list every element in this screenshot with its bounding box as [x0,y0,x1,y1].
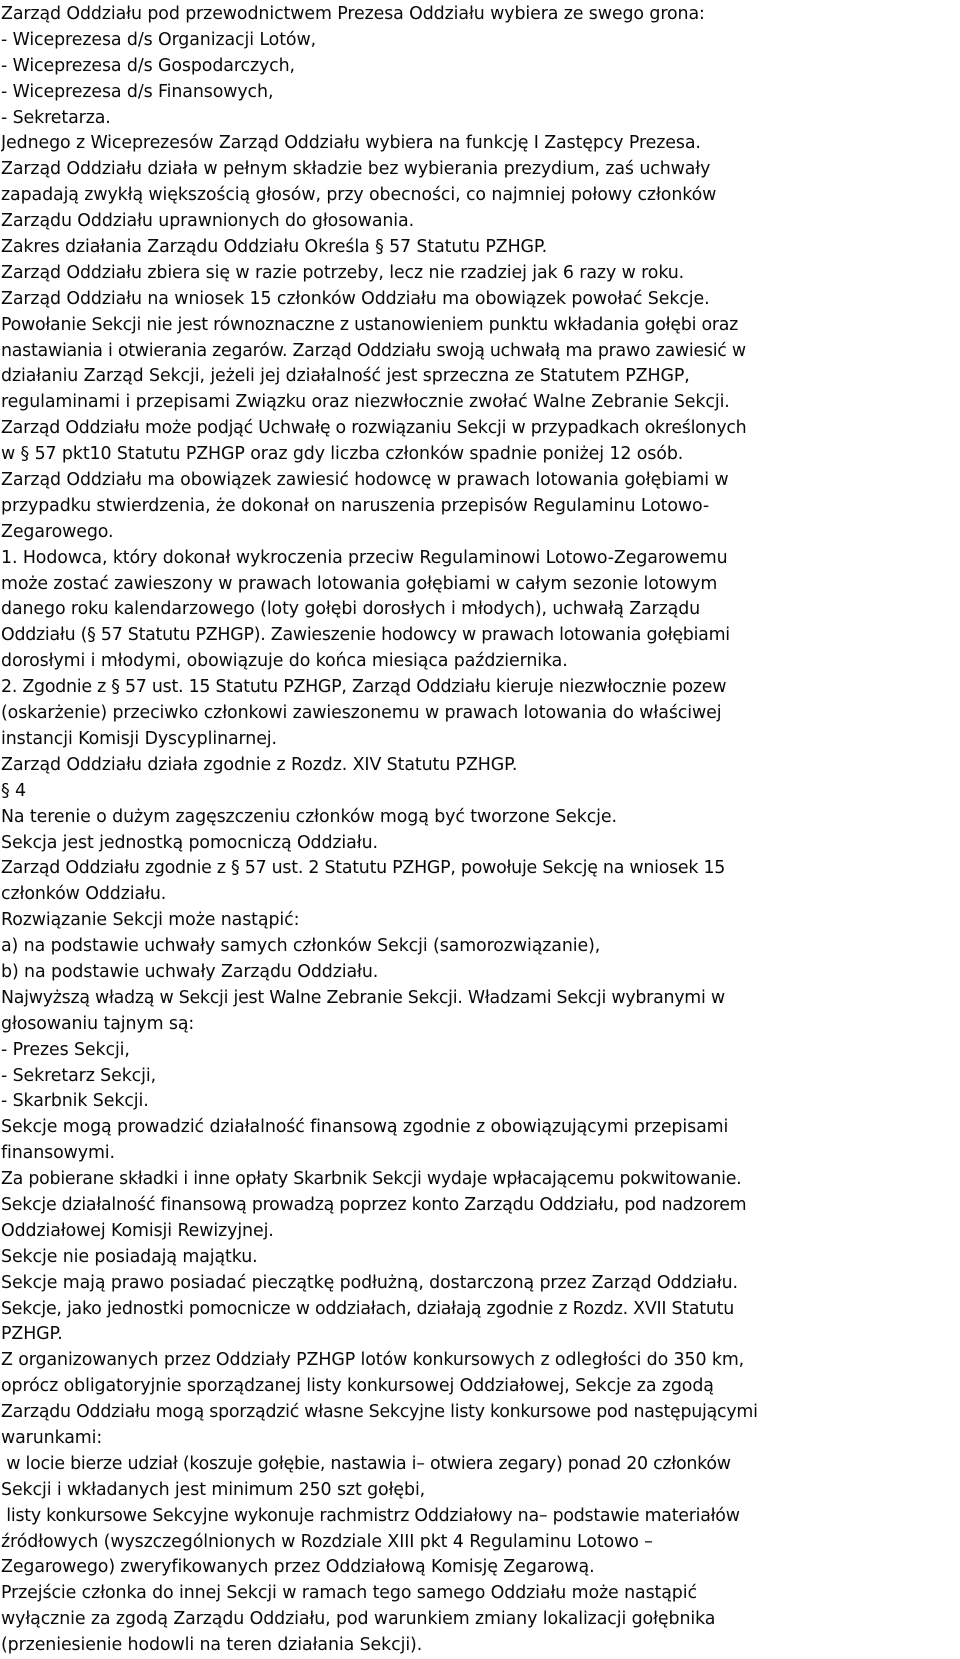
text-line: - Sekretarza. [1,107,111,128]
text-line: Najwyższą władzą w Sekcji jest Walne Zebranie Sekcji. Władzami Sekcji wybranymi w [1,987,725,1008]
text-line: - Wiceprezesa d/s Finansowych, [1,81,274,102]
text-line: nastawiania i otwierania zegarów. Zarząd Oddziału swoją uchwałą ma prawo zawiesić w [1,340,746,361]
text-line: warunkami: [1,1427,103,1448]
text-line: Jednego z Wiceprezesów Zarząd Oddziału wybiera na funkcję I Zastępcy Prezesa. [1,133,701,154]
text-line: Rozwiązanie Sekcji może nastąpić: [1,910,300,931]
text-line: - Sekretarz Sekcji, [1,1065,157,1086]
text-line: Przejście członka do innej Sekcji w ramach tego samego Oddziału może nastąpić [1,1583,697,1604]
text-line: głosowaniu tajnym są: [1,1013,195,1034]
text-line: Zarząd Oddziału zbiera się w razie potrzeby, lecz nie rzadziej jak 6 razy w roku. [1,262,685,283]
text-line: (przeniesienie hodowli na teren działania Sekcji). [1,1635,423,1656]
text-line: Sekcje mogą prowadzić działalność finansową zgodnie z obowiązującymi przepisami [1,1117,729,1138]
text-line: Zarząd Oddziału zgodnie z § 57 ust. 2 Statutu PZHGP, powołuje Sekcję na wniosek 15 [1,858,726,879]
text-line: a) na podstawie uchwały samych członków Sekcji (samorozwiązanie), [1,936,601,957]
text-line: Oddziału (§ 57 Statutu PZHGP). Zawieszenie hodowcy w prawach lotowania gołębiami [1,625,730,646]
text-line: Sekcje nie posiadają majątku. [1,1246,258,1267]
text-line: regulaminami i przepisami Związku oraz niezwłocznie zwołać Walne Zebranie Sekcji. [1,392,730,413]
text-line: PZHGP. [1,1324,63,1345]
text-line: danego roku kalendarzowego (loty gołębi dorosłych i młodych), uchwałą Zarządu [1,599,701,620]
text-line: Za pobierane składki i inne opłaty Skarbnik Sekcji wydaje wpłacającemu pokwitowanie. [1,1169,742,1190]
text-line: (oskarżenie) przeciwko członkowi zawieszonemu w prawach lotowania do właściwej [1,703,722,724]
text-line: wyłącznie za zgodą Zarządu Oddziału, pod warunkiem zmiany lokalizacji gołębnika [1,1609,716,1630]
text-line: Zakres działania Zarządu Oddziału Określa § 57 Statutu PZHGP. [1,237,548,258]
text-line: Zarząd Oddziału działa zgodnie z Rozdz. XIV Statutu PZHGP. [1,754,518,775]
text-line: Sekcje działalność finansową prowadzą poprzez konto Zarządu Oddziału, pod nadzorem [1,1194,747,1215]
text-line: Na terenie o dużym zagęszczeniu członków mogą być tworzone Sekcje. [1,806,617,827]
text-line: 1. Hodowca, który dokonał wykroczenia przeciw Regulaminowi Lotowo-Zegarowemu [1,547,728,568]
text-line: źródłowych (wyszczególnionych w Rozdziale XIII pkt 4 Regulaminu Lotowo – [1,1531,653,1552]
text-line: Zarządu Oddziału uprawnionych do głosowania. [1,211,415,232]
text-line: Zegarowego. [1,521,114,542]
text-line: Sekcji i wkładanych jest minimum 250 szt gołębi, [1,1479,426,1500]
section-heading: § 4 [1,780,26,801]
text-line: Zarząd Oddziału pod przewodnictwem Prezesa Oddziału wybiera ze swego grona: [1,4,705,24]
text-line: - Prezes Sekcji, [1,1039,130,1060]
text-line: Oddziałowej Komisji Rewizyjnej. [1,1220,274,1241]
text-line: Zarząd Oddziału działa w pełnym składzie bez wybierania prezydium, zaś uchwały [1,159,711,180]
text-line: Zarząd Oddziału może podjąć Uchwałę o rozwiązaniu Sekcji w przypadkach określonych [1,418,747,439]
text-line: listy konkursowe Sekcyjne wykonuje rachmistrz Oddziałowy na– podstawie materiałów [1,1505,740,1526]
text-line: członków Oddziału. [1,884,167,905]
text-line: dorosłymi i młodymi, obowiązuje do końca miesiąca października. [1,651,568,672]
text-line: Sekcje, jako jednostki pomocnicze w oddziałach, działają zgodnie z Rozdz. XVII Statutu [1,1298,734,1319]
text-line: Zarząd Oddziału ma obowiązek zawiesić hodowcę w prawach lotowania gołębiami w [1,470,729,491]
text-line: instancji Komisji Dyscyplinarnej. [1,728,277,749]
text-line: Z organizowanych przez Oddziały PZHGP lotów konkursowych z odległości do 350 km, [1,1350,745,1371]
text-line: w § 57 pkt10 Statutu PZHGP oraz gdy liczba członków spadnie poniżej 12 osób. [1,444,684,465]
text-line: Zegarowego) zweryfikowanych przez Oddziałową Komisję Zegarową. [1,1557,595,1578]
text-line: b) na podstawie uchwały Zarządu Oddziału. [1,961,379,982]
text-line: Sekcje mają prawo posiadać pieczątkę podłużną, dostarczoną przez Zarząd Oddziału. [1,1272,738,1293]
text-line: w locie bierze udział (koszuje gołębie, nastawia i– otwiera zegary) ponad 20 członków [1,1453,731,1474]
text-line: 2. Zgodnie z § 57 ust. 15 Statutu PZHGP, Zarząd Oddziału kieruje niezwłocznie pozew [1,677,727,698]
text-line: Zarządu Oddziału mogą sporządzić własne Sekcyjne listy konkursowe pod następującymi [1,1402,758,1423]
text-line: finansowymi. [1,1143,115,1164]
text-line: - Wiceprezesa d/s Organizacji Lotów, [1,29,317,50]
text-line: Zarząd Oddziału na wniosek 15 członków Oddziału ma obowiązek powołać Sekcje. [1,288,710,309]
text-line: przypadku stwierdzenia, że dokonał on naruszenia przepisów Regulaminu Lotowo- [1,495,710,516]
text-line: zapadają zwykłą większością głosów, przy obecności, co najmniej połowy członków [1,185,717,206]
text-line: może zostać zawieszony w prawach lotowania gołębiami w całym sezonie lotowym [1,573,718,594]
text-line: Powołanie Sekcji nie jest równoznaczne z ustanowieniem punktu wkładania gołębi oraz [1,314,739,335]
text-line: Sekcja jest jednostką pomocniczą Oddziału. [1,832,378,853]
text-line: - Skarbnik Sekcji. [1,1091,149,1112]
text-line: oprócz obligatoryjnie sporządzanej listy konkursowej Oddziałowej, Sekcje za zgodą [1,1376,714,1397]
text-line: - Wiceprezesa d/s Gospodarczych, [1,55,295,76]
text-line: działaniu Zarząd Sekcji, jeżeli jej działalność jest sprzeczna ze Statutem PZHGP, [1,366,690,387]
